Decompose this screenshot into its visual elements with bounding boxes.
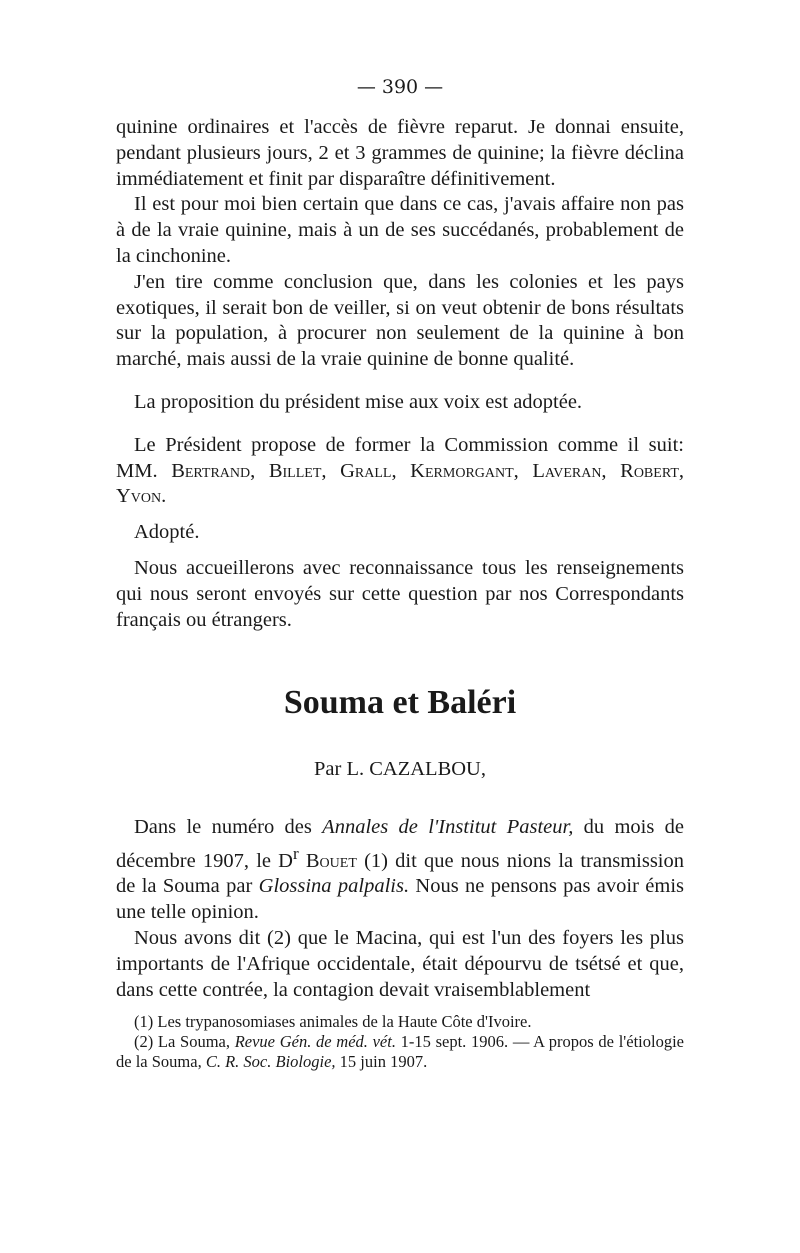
paragraph-annales	[116, 815, 684, 926]
article-body	[116, 815, 684, 1003]
text-run: (2) La Souma,	[134, 1032, 235, 1051]
text-run: (1) dit que nous nions la transmission de la Souma par	[116, 849, 684, 898]
journal-title: Revue Gén. de méd. vét.	[234, 1032, 396, 1051]
species-name: Glossina palpalis.	[258, 875, 410, 898]
text-run: 1-15 sept. 1906. — A propos de l'étiologie de la Souma,	[116, 1032, 684, 1071]
text-run: du mois de décembre 1907, le D	[116, 816, 685, 872]
text-run: Nous ne pensons pas avoir émis une telle opinion.	[116, 875, 684, 924]
commission-lead: Le Président propose de former la Commission comme il suit: MM.	[116, 433, 684, 482]
journal-title: C. R. Soc. Biologie,	[205, 1052, 336, 1071]
continuation-text	[116, 115, 684, 633]
journal-title: Annales de l'Institut Pasteur,	[322, 816, 574, 838]
paragraph-conclusion: J'en tire comme conclusion que, dans les colonies et les pays exotiques, il serait bon de veiller, si on veut obtenir de bons résultats sur la population, à procurer non seulement de la quinine à bon marché, mais aussi de la vraie quinine de bonne qualité.	[116, 270, 684, 371]
commission-members: Bertrand, Billet, Grall, Kermorgant, Laveran, Robert, Yvon.	[116, 459, 684, 508]
footnote-1: (1) Les trypanosomiases animales de la Haute Côte d'Ivoire.	[134, 1012, 532, 1031]
text-run: 15 juin 1907.	[335, 1052, 428, 1071]
doctor-abbrev-sup: r	[292, 843, 299, 863]
footnotes	[116, 1012, 684, 1072]
article-byline: Par L. CAZALBOU,	[314, 758, 486, 780]
text-run: Dans le numéro des	[134, 816, 323, 838]
paragraph-commission	[116, 433, 684, 510]
paragraph-correspondents: Nous accueillerons avec reconnaissance tous les renseignements qui nous seront envoyés sur cette question par nos Correspondants français ou étrangers.	[116, 556, 684, 631]
author-name: Bouet	[305, 849, 357, 872]
paragraph-quinine-substitute: Il est pour moi bien certain que dans ce cas, j'avais affaire non pas à de la vraie quinine, mais à un de ses succédanés, probablement de la cinchonine.	[116, 193, 684, 267]
paragraph-vote: La proposition du président mise aux voix est adoptée.	[134, 390, 583, 413]
paragraph-continuation: quinine ordinaires et l'accès de fièvre reparut. Je donnai ensuite, pendant plusieurs jours, 2 et 3 grammes de quinine; la fièvre déclina immédiatement et finit par disparaître définitivement.	[116, 116, 684, 190]
paragraph-adopted: Adopté.	[134, 521, 200, 544]
footnote-2	[116, 1032, 684, 1072]
paragraph-macina: Nous avons dit (2) que le Macina, qui est l'un des foyers les plus importants de l'Afrique occidentale, était dépourvu de tsétsé et que, dans cette contrée, la contagion devait vraisemblablement	[116, 927, 684, 1001]
page-number: — 390 —	[356, 76, 444, 98]
article-title: Souma et Baléri	[283, 684, 517, 721]
